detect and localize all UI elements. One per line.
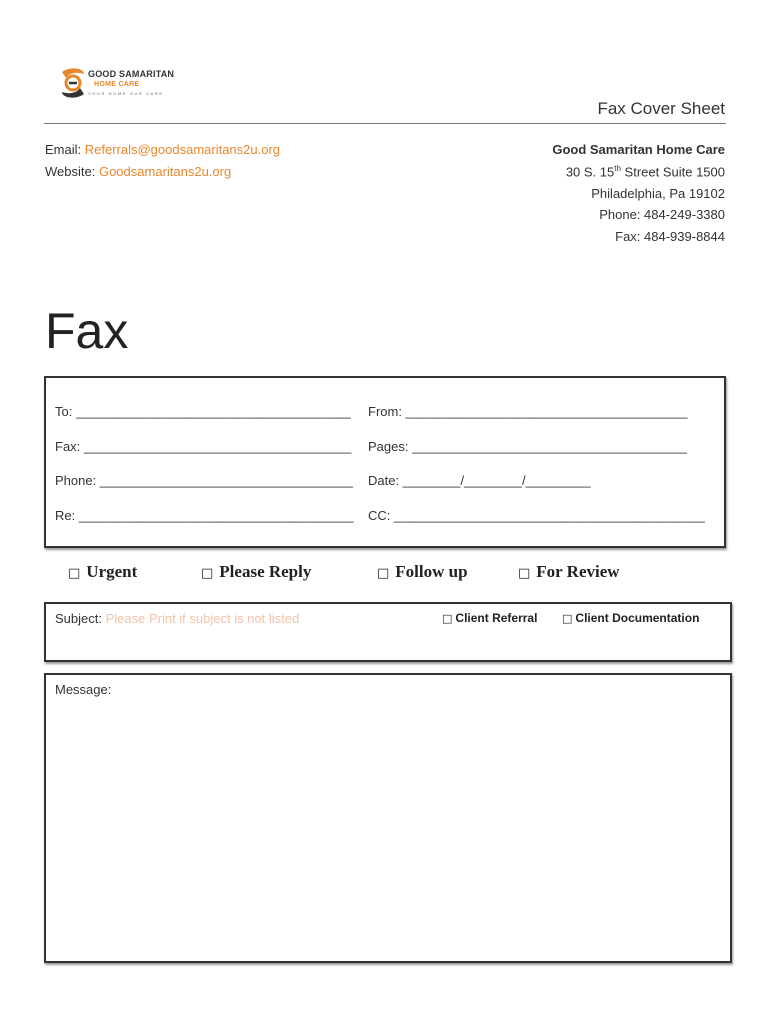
client-referral-label: Client Referral xyxy=(455,611,538,625)
please-reply-checkbox[interactable] xyxy=(201,562,311,582)
company-phone: Phone: 484-249-3380 xyxy=(599,207,725,222)
subject-placeholder: Please Print if subject is not listed xyxy=(105,611,300,626)
subject-box xyxy=(44,602,732,662)
date-field[interactable]: Date: ________/________/_________ xyxy=(368,473,591,488)
recipient-details-box xyxy=(44,376,726,548)
street-ordinal: th xyxy=(614,164,621,173)
message-box[interactable] xyxy=(44,673,732,963)
street-rest: Street Suite 1500 xyxy=(620,164,725,180)
website-line xyxy=(45,164,231,179)
re-field[interactable]: Re: ______________________________________ xyxy=(55,508,354,523)
checkbox-square-icon: □ xyxy=(562,612,573,625)
phone-field[interactable]: Phone: ___________________________________ xyxy=(55,473,353,488)
checkbox-square-icon: □ xyxy=(68,566,81,581)
website-label: Website: xyxy=(45,164,99,179)
logo-line2: HOME CARE xyxy=(94,81,140,88)
email-link[interactable]: Referrals@goodsamaritans2u.org xyxy=(84,142,281,157)
city-state-zip: Philadelphia, Pa 19102 xyxy=(591,186,725,201)
from-field[interactable]: From: _______________________________________ xyxy=(368,404,688,419)
checkbox-square-icon: □ xyxy=(201,566,214,581)
company-fax: Fax: 484-939-8844 xyxy=(615,229,725,244)
fax-heading: Fax xyxy=(45,303,129,359)
website-link[interactable]: Goodsamaritans2u.org xyxy=(98,164,232,179)
page-title: Fax Cover Sheet xyxy=(597,99,725,118)
for-review-checkbox[interactable] xyxy=(518,562,620,582)
logo-tagline: YOUR HOME OUR CARE xyxy=(88,91,164,96)
to-field[interactable]: To: ______________________________________ xyxy=(55,404,351,419)
follow-up-checkbox[interactable] xyxy=(377,562,468,582)
message-label: Message: xyxy=(55,682,112,697)
pages-field[interactable]: Pages: ______________________________________ xyxy=(368,439,687,454)
follow-up-label: Follow up xyxy=(395,562,468,581)
checkbox-square-icon: □ xyxy=(518,566,531,581)
email-line xyxy=(45,142,280,157)
subject-label: Subject: xyxy=(55,611,106,626)
logo-line1: GOOD SAMARITAN xyxy=(88,69,175,79)
cc-field[interactable]: CC: ___________________________________________ xyxy=(368,508,705,523)
client-referral-checkbox[interactable] xyxy=(442,611,537,625)
please-reply-label: Please Reply xyxy=(219,562,312,581)
street-address xyxy=(566,164,725,179)
client-documentation-label: Client Documentation xyxy=(575,611,700,625)
company-name: Good Samaritan Home Care xyxy=(552,142,725,157)
for-review-label: For Review xyxy=(536,562,620,581)
urgent-checkbox[interactable] xyxy=(68,562,137,582)
company-logo xyxy=(58,66,178,102)
logo-hands-icon xyxy=(58,66,88,100)
street-number: 30 S. 15 xyxy=(565,164,615,180)
subject-field[interactable] xyxy=(55,611,299,626)
checkbox-square-icon: □ xyxy=(377,566,390,581)
fax-field[interactable]: Fax: _____________________________________ xyxy=(55,439,352,454)
header-divider xyxy=(44,123,726,124)
urgent-label: Urgent xyxy=(86,562,138,581)
client-documentation-checkbox[interactable] xyxy=(562,611,699,625)
checkbox-square-icon: □ xyxy=(442,612,453,625)
email-label: Email: xyxy=(45,142,85,157)
